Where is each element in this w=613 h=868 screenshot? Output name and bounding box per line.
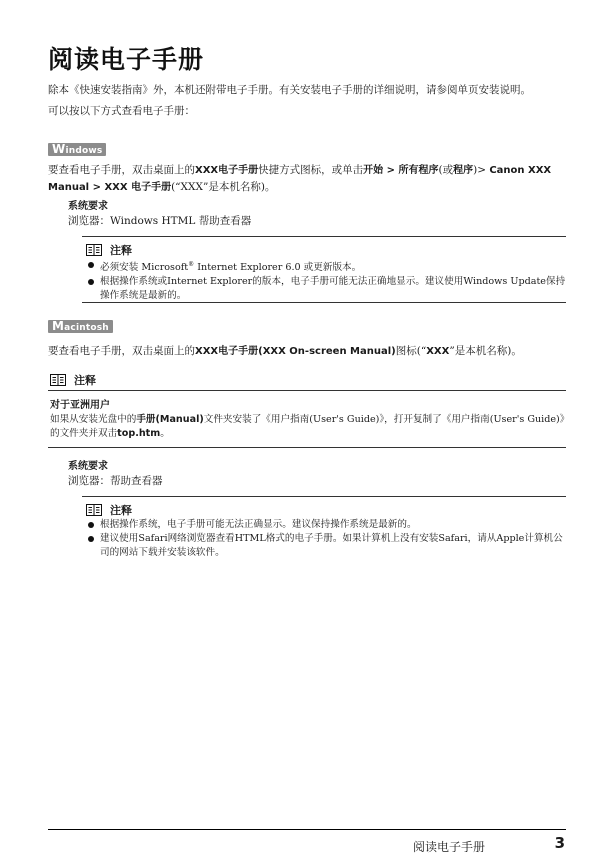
note-item: 根据操作系统，电子手册可能无法正确显示。建议保持操作系统是最新的。 bbox=[86, 518, 566, 532]
windows-note-list bbox=[86, 258, 566, 303]
note-book-icon bbox=[86, 244, 102, 259]
windows-menu-path: 开始 > 所有程序 bbox=[363, 165, 439, 176]
windows-badge-rest: indows bbox=[65, 146, 103, 156]
note-item-text-end: Internet Explorer 6.0 或更新版本。 bbox=[194, 262, 362, 274]
asia-users-heading: 对于亚洲用户 bbox=[50, 400, 110, 411]
intro-section bbox=[48, 82, 566, 120]
mac-note2-list bbox=[86, 518, 566, 560]
note-item-text: 必须安装 Microsoft bbox=[100, 262, 189, 274]
note-item: 根据操作系统或Internet Explorer的版本，电子手册可能无法正确地显示。建议使用Windows Update保持操作系统是最新的。 bbox=[86, 275, 566, 303]
mac-note-heading bbox=[50, 372, 96, 389]
windows-instructions bbox=[48, 162, 566, 196]
windows-text-2: 快捷方式图标，或单击 bbox=[258, 164, 364, 176]
mac-note-top-rule bbox=[48, 390, 566, 391]
asia-top-file: top.htm bbox=[117, 428, 161, 439]
mac-instructions bbox=[48, 343, 576, 360]
windows-note-heading bbox=[86, 242, 132, 259]
asia-text-2: 文件夹安装了《用户指南(User's Guide)》，打开复制了《用户指南(User's Guide)》的文件夹并双击 bbox=[50, 414, 565, 439]
mac-note2-top-rule bbox=[82, 496, 566, 497]
footer-rule bbox=[48, 829, 566, 830]
mac-model-placeholder: XXX bbox=[426, 346, 450, 357]
mac-text-2: 图标(“ bbox=[395, 345, 427, 357]
windows-note-top-rule bbox=[82, 236, 566, 237]
intro-lead: 可以按以下方式查看电子手册： bbox=[48, 105, 195, 117]
note-book-icon bbox=[50, 374, 66, 389]
mac-note-bottom-rule bbox=[48, 447, 566, 448]
asia-users-text bbox=[50, 413, 566, 441]
windows-requirements-heading: 系统要求 bbox=[68, 201, 108, 212]
mac-text-1: 要查看电子手册，双击桌面上的 bbox=[48, 345, 195, 357]
mac-requirements-heading: 系统要求 bbox=[68, 461, 108, 472]
registered-mark: ® bbox=[188, 261, 195, 268]
windows-text-5: (“XXX”是本机名称)。 bbox=[171, 181, 276, 193]
windows-menu-programs: 程序 bbox=[453, 165, 474, 176]
note-item: 建议使用Safari网络浏览器查看HTML格式的电子手册。如果计算机上没有安装Safari，请从Apple计算机公司的网站下载并安装该软件。 bbox=[86, 532, 566, 560]
page-number: 3 bbox=[554, 834, 565, 852]
mac-note-label: 注释 bbox=[74, 374, 96, 387]
windows-note-label: 注释 bbox=[110, 244, 132, 257]
windows-text-1: 要查看电子手册，双击桌面上的 bbox=[48, 164, 195, 176]
note-item bbox=[86, 258, 566, 275]
windows-note-bottom-rule bbox=[82, 302, 566, 303]
intro-paragraph: 除本《快速安装指南》外，本机还附带电子手册。有关安装电子手册的详细说明，请参阅单页安装说明。 bbox=[48, 84, 531, 96]
mac-icon-name: XXX电子手册(XXX On-screen Manual) bbox=[195, 346, 396, 357]
macintosh-badge bbox=[48, 320, 113, 333]
note-book-icon bbox=[86, 504, 102, 519]
asia-text-3: 。 bbox=[160, 428, 170, 439]
mac-note2-label: 注释 bbox=[110, 504, 132, 517]
page-title: 阅读电子手册 bbox=[48, 45, 205, 74]
windows-requirements-text: 浏览器：Windows HTML 帮助查看器 bbox=[68, 215, 252, 227]
windows-shortcut-name: XXX电子手册 bbox=[195, 165, 259, 176]
windows-text-4: )> bbox=[473, 164, 490, 176]
mac-text-3: ”是本机名称)。 bbox=[449, 345, 522, 357]
windows-manual-path: Canon XXX Manual > XXX 电子手册 bbox=[48, 165, 552, 193]
windows-badge-cap: W bbox=[52, 142, 66, 156]
footer-title: 阅读电子手册 bbox=[412, 840, 485, 854]
mac-badge-cap: M bbox=[52, 319, 65, 333]
windows-text-3: (或 bbox=[438, 164, 454, 176]
windows-badge bbox=[48, 143, 106, 156]
asia-text-1: 如果从安装光盘中的 bbox=[50, 414, 137, 425]
mac-badge-rest: acintosh bbox=[64, 323, 109, 333]
mac-note2-heading bbox=[86, 502, 132, 519]
mac-requirements-text: 浏览器：帮助查看器 bbox=[68, 475, 163, 487]
asia-manual-folder: 手册(Manual) bbox=[136, 414, 204, 425]
